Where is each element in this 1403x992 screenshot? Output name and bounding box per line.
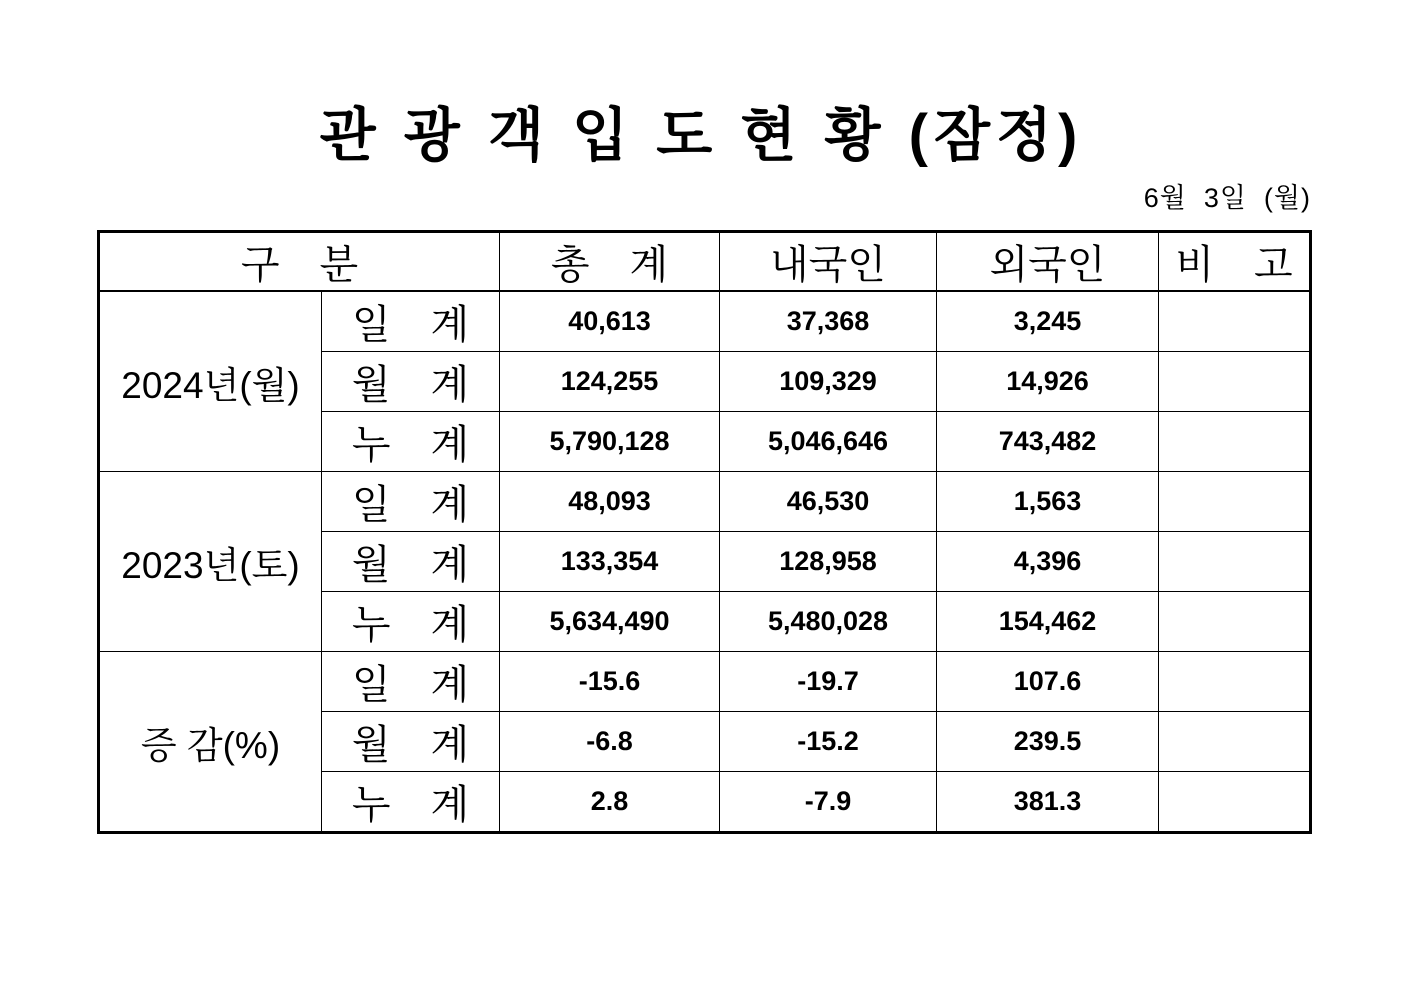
cell-domestic: 37,368: [720, 291, 937, 352]
page-title: 관 광 객 입 도 현 황 (잠정): [319, 103, 1084, 168]
report-date: 6월 3일 (월): [1143, 183, 1311, 213]
row-group-change-label: 증 감(%): [99, 652, 322, 833]
cell-foreign: 381.3: [937, 772, 1159, 833]
col-header-total: 총 계: [500, 232, 720, 292]
row-label-monthly: 월 계: [322, 712, 500, 772]
table-row: [99, 472, 1311, 532]
cell-remark: [1159, 712, 1311, 772]
cell-domestic: 5,480,028: [720, 592, 937, 652]
cell-total: 5,634,490: [500, 592, 720, 652]
row-group-2023-label: 2023년(토): [99, 472, 322, 652]
cell-foreign: 154,462: [937, 592, 1159, 652]
cell-total: 48,093: [500, 472, 720, 532]
cell-remark: [1159, 652, 1311, 712]
cell-total: 5,790,128: [500, 412, 720, 472]
cell-foreign: 14,926: [937, 352, 1159, 412]
cell-foreign: 4,396: [937, 532, 1159, 592]
cell-remark: [1159, 412, 1311, 472]
cell-foreign: 743,482: [937, 412, 1159, 472]
row-label-monthly: 월 계: [322, 532, 500, 592]
row-label-monthly: 월 계: [322, 352, 500, 412]
cell-foreign: 239.5: [937, 712, 1159, 772]
row-label-daily: 일 계: [322, 472, 500, 532]
cell-domestic: -15.2: [720, 712, 937, 772]
row-label-cumulative: 누 계: [322, 412, 500, 472]
cell-total: -6.8: [500, 712, 720, 772]
cell-domestic: -19.7: [720, 652, 937, 712]
cell-domestic: 5,046,646: [720, 412, 937, 472]
tourist-arrivals-table: [97, 230, 1312, 834]
row-label-daily: 일 계: [322, 291, 500, 352]
table-row: [99, 291, 1311, 352]
cell-domestic: 46,530: [720, 472, 937, 532]
cell-total: 133,354: [500, 532, 720, 592]
cell-foreign: 107.6: [937, 652, 1159, 712]
col-header-category: 구 분: [99, 232, 500, 292]
cell-remark: [1159, 472, 1311, 532]
cell-remark: [1159, 352, 1311, 412]
cell-remark: [1159, 532, 1311, 592]
cell-domestic: -7.9: [720, 772, 937, 833]
col-header-remarks: 비 고: [1159, 232, 1311, 292]
col-header-domestic: 내국인: [720, 232, 937, 292]
cell-total: 124,255: [500, 352, 720, 412]
cell-total: 2.8: [500, 772, 720, 833]
cell-total: -15.6: [500, 652, 720, 712]
cell-foreign: 3,245: [937, 291, 1159, 352]
col-header-foreign: 외국인: [937, 232, 1159, 292]
cell-domestic: 128,958: [720, 532, 937, 592]
cell-remark: [1159, 592, 1311, 652]
row-label-cumulative: 누 계: [322, 772, 500, 833]
row-group-2024-label: 2024년(월): [99, 291, 322, 472]
cell-total: 40,613: [500, 291, 720, 352]
cell-remark: [1159, 291, 1311, 352]
row-label-cumulative: 누 계: [322, 592, 500, 652]
cell-domestic: 109,329: [720, 352, 937, 412]
table-row: [99, 652, 1311, 712]
header-row: [99, 232, 1311, 292]
row-label-daily: 일 계: [322, 652, 500, 712]
cell-remark: [1159, 772, 1311, 833]
cell-foreign: 1,563: [937, 472, 1159, 532]
